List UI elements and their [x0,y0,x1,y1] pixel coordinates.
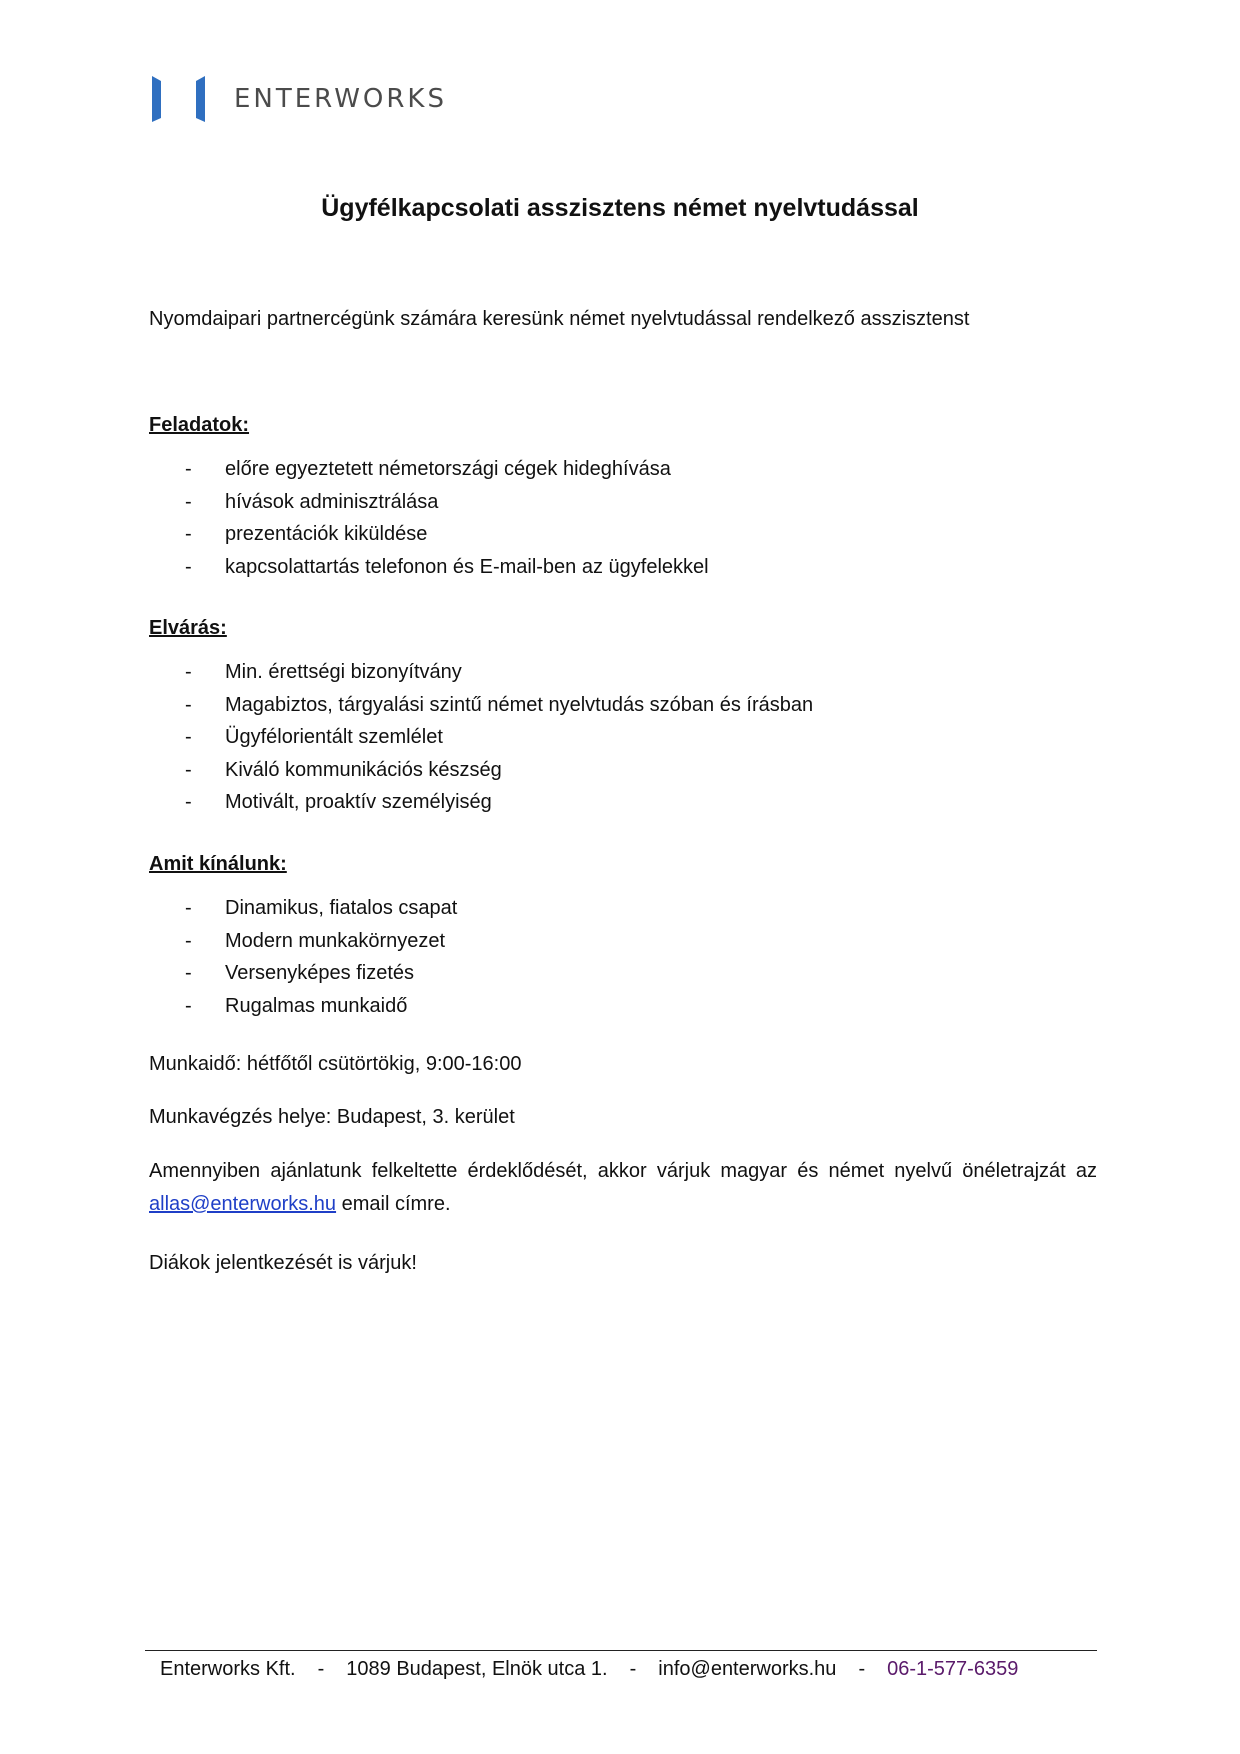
list-item: - Versenyképes fizetés [185,962,414,984]
list-item: - Rugalmas munkaidő [185,994,408,1017]
section-heading-requirements: Elvárás: [149,617,227,639]
location-text: Munkavégzés helye: Budapest, 3. kerület [149,1106,515,1128]
footer-divider [145,1650,1097,1651]
logo-text: ENTERWORKS [234,84,447,114]
apply-text: Amennyiben ajánlatunk felkeltette érdeklődését, akkor várjuk magyar és német nyelvű önéletrajzát az allas@enterworks.hu email címre. [149,1160,1097,1215]
list-item: - Modern munkakörnyezet [185,929,446,952]
company-logo [150,74,447,124]
footer-separator: - [858,1658,866,1680]
students-text: Diákok jelentkezését is várjuk! [149,1252,417,1274]
footer-separator: - [317,1658,325,1680]
apply-email-link[interactable]: allas@enterworks.hu [149,1193,337,1215]
footer-phone: 06-1-577-6359 [887,1658,1019,1680]
footer-separator: - [629,1658,637,1680]
section-heading-offer: Amit kínálunk: [149,853,287,875]
requirements-list [149,656,813,819]
footer [160,1658,1018,1681]
list-item: - Min. érettségi bizonyítvány [185,661,462,683]
list-item: - Dinamikus, fiatalos csapat [185,897,458,919]
list-item: - előre egyeztetett németországi cégek hideghívása [185,458,671,480]
tasks-list [149,453,709,583]
list-item: - Kiváló kommunikációs készség [185,758,502,781]
offer-list [149,892,457,1022]
list-item: - kapcsolattartás telefonon és E-mail-ben az ügyfelekkel [185,555,709,578]
footer-company: Enterworks Kft. [160,1658,296,1680]
section-heading-tasks: Feladatok: [149,414,250,436]
logo-mark-icon [150,74,210,124]
list-item: - prezentációk kiküldése [185,523,428,545]
worktime-text: Munkaidő: hétfőtől csütörtökig, 9:00-16:00 [149,1053,522,1075]
list-item: - Magabiztos, tárgyalási szintű német nyelvtudás szóban és írásban [185,693,814,716]
intro-text: Nyomdaipari partnercégünk számára keresünk német nyelvtudással rendelkező asszisztenst [149,308,970,330]
page-title: Ügyfélkapcsolati asszisztens német nyelvtudással [321,194,919,222]
list-item: - hívások adminisztrálása [185,490,439,513]
footer-address: 1089 Budapest, Elnök utca 1. [346,1658,608,1680]
footer-email: info@enterworks.hu [658,1658,837,1680]
list-item: - Motivált, proaktív személyiség [185,791,492,813]
list-item: - Ügyfélorientált szemlélet [185,726,443,748]
